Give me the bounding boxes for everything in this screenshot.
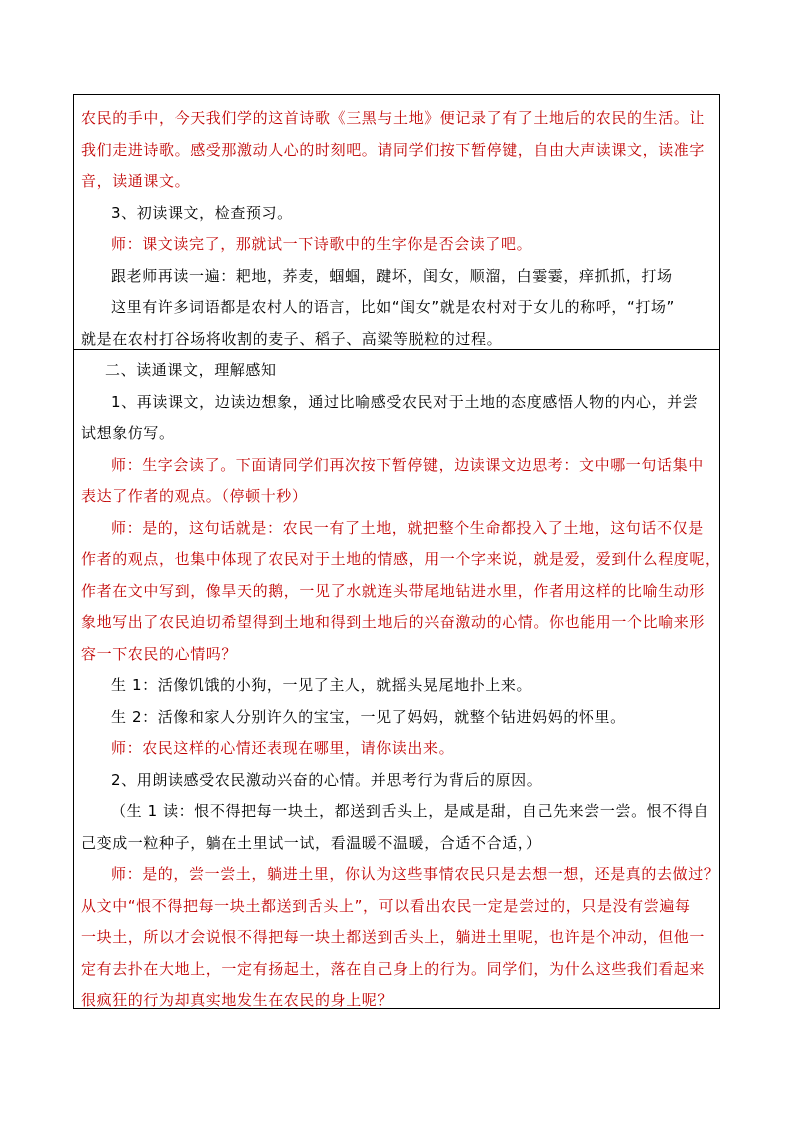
teacher-line: 象地写出了农民迫切希望得到土地和得到土地后的兴奋激动的心情。你也能用一个比喻来形 [81, 613, 706, 631]
student-line: 生 2：活像和家人分别许久的宝宝，一见了妈妈，就整个钻进妈妈的怀里。 [111, 707, 626, 726]
teacher-line: 从文中“恨不得把每一块土都送到舌头上”，可以看出农民一定是尝过的，只是没有尝遍每 [81, 896, 691, 915]
section-heading: 二、读通课文，理解感知 [105, 361, 277, 379]
teacher-line: 容一下农民的心情吗？ [81, 644, 238, 663]
teacher-line: 一块土，所以才会说恨不得把每一块土都送到舌头上，躺进土里呢，也许是个冲动，但他一 [81, 928, 706, 946]
teacher-line: 师：生字会读了。下面请同学们再次按下暂停键，边读课文边思考：文中哪一句话集中 [111, 455, 704, 474]
text-line: 试想象仿写。 [81, 424, 175, 442]
lesson-plan-table [73, 94, 720, 1009]
text-line: 1、再读课文，边读边想象，通过比喻感受农民对于土地的态度感悟人物的内心，并尝 [111, 392, 699, 411]
vocabulary-line: 跟老师再读一遍：耙地，荞麦，蝈蝈，踺坏，闺女，顺溜，白霎霎，痒抓抓，打场 [111, 266, 673, 285]
teacher-line: 很疯狂的行为却真实地发生在农民的身上呢？ [81, 991, 394, 1009]
student-reading-line: 己变成一粒种子，躺在土里试一试，看温暖不温暖，合适不合适，） [81, 833, 542, 852]
teacher-line: 定有去扑在大地上，一定有扬起土，落在自己身上的行为。同学们，为什么这些我们看起来 [81, 959, 706, 978]
text-line: 农民的手中，今天我们学的这首诗歌《三黑与土地》便记录了有了土地后的农民的生活。让 [81, 109, 706, 127]
text-line: 就是在农村打谷场将收割的麦子、稻子、高粱等脱粒的过程。 [81, 329, 503, 348]
text-line: 音，读通课文。 [81, 172, 191, 190]
student-line: 生 1：活像饥饿的小狗，一见了主人，就摇头晃尾地扑上来。 [111, 676, 533, 694]
text-line: 这里有许多词语都是农村人的语言，比如“闺女”就是农村对于女儿的称呼，“打场” [111, 298, 675, 316]
table-cell-reading [74, 349, 719, 1008]
step-heading: 2、用朗读感受农民激动兴奋的心情。并思考行为背后的原因。 [111, 770, 543, 789]
teacher-line: 师：课文读完了，那就试一下诗歌中的生字你是否会读了吧。 [111, 235, 533, 253]
teacher-line: 师：农民这样的心情还表现在哪里，请你读出来。 [111, 739, 455, 757]
teacher-line: 作者在文中写到，像旱天的鹅，一见了水就连头带尾地钻进水里，作者用这样的比喻生动形 [81, 581, 706, 600]
table-cell-intro [74, 95, 719, 349]
teacher-line: 师：是的，这句话就是：农民一有了土地，就把整个生命都投入了土地，这句话不仅是 [111, 518, 704, 537]
step-heading: 3、初读课文，检查预习。 [111, 203, 293, 222]
teacher-line: 作者的观点，也集中体现了农民对于土地的情感，用一个字来说，就是爱，爱到什么程度呢， [81, 550, 721, 568]
teacher-line: 师：是的，尝一尝土，躺进土里，你认为这些事情农民只是去想一想，还是真的去做过？ [111, 865, 720, 883]
student-reading-line: （生 1 读：恨不得把每一块土，都送到舌头上，是咸是甜，自己先来尝一尝。恨不得自 [111, 802, 710, 820]
text-line: 我们走进诗歌。感受那激动人心的时刻吧。请同学们按下暂停键，自由大声读课文，读准字 [81, 140, 706, 159]
teacher-line: 表达了作者的观点。（停顿十秒） [81, 487, 308, 505]
